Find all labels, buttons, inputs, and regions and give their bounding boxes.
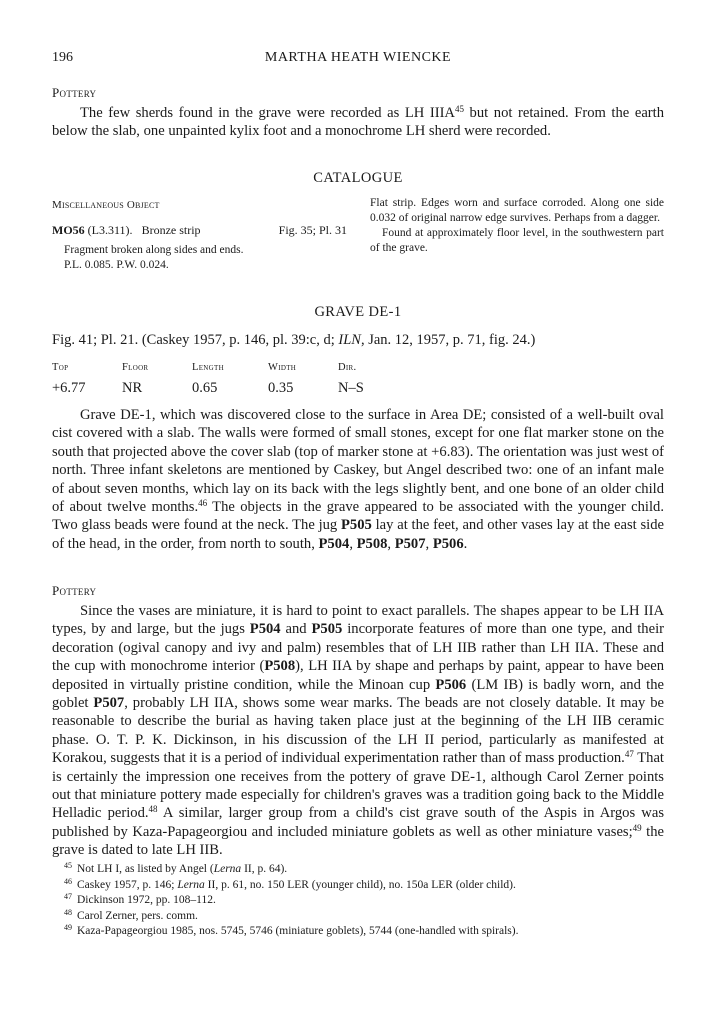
misc-object-label: Miscellaneous Object (52, 199, 160, 211)
text-run: Since the vases are miniature, it is hard to point to exact parallels. The shapes appear to be LH IIA types, by and large, but the jugs (52, 603, 664, 638)
grave-references (52, 332, 664, 349)
catalogue-ref-p506: P506 (435, 676, 467, 693)
text-run: Caskey 1957, p. 146; (77, 878, 178, 891)
catalogue-ref-p505: P505 (341, 517, 372, 534)
dims-value: 0.35 (268, 380, 294, 396)
footnote-ref-45[interactable]: 45 (454, 104, 464, 114)
text-run: The few sherds found in the grave were recorded as LH IIIA (80, 105, 455, 121)
text-run: Fig. 41; Pl. 21. (Caskey 1957, p. 146, pl. 39:c, d; (52, 332, 339, 348)
text-run: The objects in the grave appeared to be associated with the younger child. Two glass beads were found at the neck. The jug (52, 499, 664, 534)
text-run: but not retained. From the earth below the slab, one unpainted kylix foot and a monochrome LH sherd were recorded. (52, 105, 665, 140)
text-run: incorporate features of more than one type, and their decoration (ogival canopy and ivy and palm) resembles that of LH IIB rather than LH IIA. These and the cup with monochrome interior ( (52, 621, 664, 675)
dims-value: N–S (338, 380, 364, 396)
text-run: , probably LH IIA, shows some wear marks. The beads are not closely datable. It may be reasonable to describe the burial as having taken place just at the beginning of the LH IIB ceramic phase. O. T. P. K. Dickinson, in his discussion of the LH II period, particularly as manifested at Korakou, suggests that it is a period of individual experimentation rather than of mass production. (52, 695, 664, 767)
footnote (52, 893, 664, 909)
desc-line-1: Fragment broken along sides and ends. (64, 244, 244, 256)
iln-citation: ILN (338, 332, 361, 348)
item-notes: Flat strip. Edges worn and surface corroded. Along one side 0.032 of original narrow edge survives. Perhaps from a dagger. (370, 197, 664, 224)
text-run: Grave DE-1, which was discovered close to the surface in Area DE; consisted of a well-built oval cist covered with a slab. The walls were formed of small stones, except for one flat marker stone on the south that projected above the cover slab (top of marker stone at +6.83). The orientation was just west of north. Three infant skeletons are mentioned by Caskey, but Angel described two: one of an infant male of about seven months, which lay on its back with the legs slightly bent, and one bone of an older child of about twelve months. (52, 407, 664, 516)
dims-value-row (52, 380, 398, 400)
text-run: . (463, 535, 468, 552)
running-title: MARTHA HEATH WIENCKE (264, 50, 452, 65)
text-run: the grave is dated to late LH IIB. (52, 823, 664, 859)
page-number: 196 (52, 50, 73, 65)
italic-title: Lerna (177, 878, 205, 891)
dims-header: Top (52, 362, 69, 373)
catalogue-heading: CATALOGUE (313, 170, 403, 186)
text-run: II, p. 64). (241, 863, 288, 875)
running-head (52, 50, 664, 70)
text-run: (LM IB) is badly worn, and the goblet (52, 676, 664, 712)
italic-title: Lerna (213, 863, 242, 875)
text-run: II, p. 61, no. 150 LER (younger child), no. 150a LER (older child). (204, 878, 516, 891)
text-run: ), LH IIA by shape and perhaps by paint, appear to have been deposited in virtually pristine condition, while the Minoan cup (52, 658, 665, 693)
catalogue-ref-p508: P508 (264, 658, 296, 675)
grave-dimensions-table (52, 362, 398, 400)
desc-line-2: P.L. 0.085. P.W. 0.024. (64, 259, 169, 271)
text-run: Carol Zerner, pers. comm. (77, 909, 198, 922)
text-run: , Jan. 12, 1957, p. 71, fig. 24.) (360, 332, 536, 348)
text-run: and (280, 621, 312, 638)
catalogue-ref-p504: P504 (249, 621, 281, 638)
dims-value: NR (122, 380, 143, 396)
item-description (52, 243, 347, 273)
catalogue-ref-p505: P505 (311, 621, 343, 638)
text-run: Kaza-Papageorgiou 1985, nos. 5745, 5746 (miniature goblets), 5744 (one-handled with spirals). (77, 925, 519, 937)
text-run: Dickinson 1972, pp. 108–112. (77, 894, 216, 906)
text-run: lay at the feet, and other vases lay at the east side of the head, in the order, from north to south, (52, 517, 664, 552)
dims-header: Length (192, 362, 224, 373)
dims-header: Dir. (338, 362, 357, 373)
pottery-heading-2: Pottery (52, 583, 97, 598)
catalogue-right-column (370, 196, 664, 256)
catalogue-ref-p507: P507 (93, 695, 125, 712)
pottery-paragraph-2 (52, 602, 664, 860)
footnote-number: 45 (64, 861, 72, 870)
dims-value: 0.65 (192, 380, 218, 396)
item-id: MO56 (52, 223, 85, 237)
footnote-ref-49[interactable]: 49 (632, 822, 642, 833)
dims-header-row (52, 362, 398, 380)
dims-header: Floor (122, 362, 149, 373)
footnote (52, 924, 664, 940)
item-findspot: Found at approximately floor level, in the southwestern part of the grave. (370, 227, 664, 254)
dims-value: +6.77 (52, 380, 86, 396)
footnote-number: 49 (64, 923, 72, 932)
pottery-paragraph-1 (52, 104, 664, 141)
footnote (52, 909, 664, 925)
text-run: That is certainly the impression one receives from the pottery of grave DE-1, although Carol Zerner points out that miniature pottery made especially for children's graves was a tradition going back to the Middle Helladic period. (52, 750, 664, 822)
footnote-ref-48[interactable]: 48 (148, 804, 158, 815)
footnote-number: 47 (64, 892, 72, 901)
catalogue-ref-p504: P504 (318, 535, 350, 552)
grave-description-paragraph: Grave DE-1, which was discovered close to the surface in Area DE; consisted of a well-built oval cist covered with a slab. The walls were formed of small stones, except for one flat marker stone on the south that projected above the cover slab (top of marker stone at +6.83). The orientation was just west of north. Three infant skeletons are mentioned by Caskey, but Angel described two: one of an infant male of about seven months, which lay on its back with the legs slightly bent, and one bone of an older child of about twelve months.$^{46}$ The objects in the grave appeared to be associated with the younger child. Two glass beads were found at the neck. The jug P505 lay at the feet, and other vases lay at the east side of the head, in the order, from north to south, P504, P508, P507, P506. (52, 407, 664, 552)
dims-header: Width (268, 362, 297, 373)
item-reg: (L3.311). (84, 223, 133, 237)
pottery-heading: Pottery (52, 85, 97, 100)
footnote-number: 46 (64, 876, 72, 886)
catalogue-ref-p506: P506 (432, 535, 464, 552)
grave-heading: GRAVE DE-1 (314, 304, 402, 320)
footnote-ref-47[interactable]: 47 (624, 749, 634, 760)
footnote-number: 48 (64, 907, 72, 917)
footnote-ref-46[interactable]: 46 (198, 498, 208, 509)
text-run: A similar, larger group from a child's cist grave south of the Aspis in Argos was published by Kaza-Papageorgiou and included miniature goblets as well as other miniature vases; (52, 805, 664, 840)
item-name: Bronze strip (141, 223, 201, 237)
catalogue-left-column (52, 198, 347, 273)
catalogue-ref-p508: P508 (356, 535, 388, 552)
footnote (52, 878, 664, 894)
footnotes (52, 862, 664, 940)
catalogue-entry-row (52, 223, 347, 239)
text-run: Not LH I, as listed by Angel ( (77, 863, 214, 875)
footnote (52, 862, 664, 878)
catalogue-ref-p507: P507 (394, 535, 426, 552)
item-figure-ref: Fig. 35; Pl. 31 (278, 223, 347, 237)
